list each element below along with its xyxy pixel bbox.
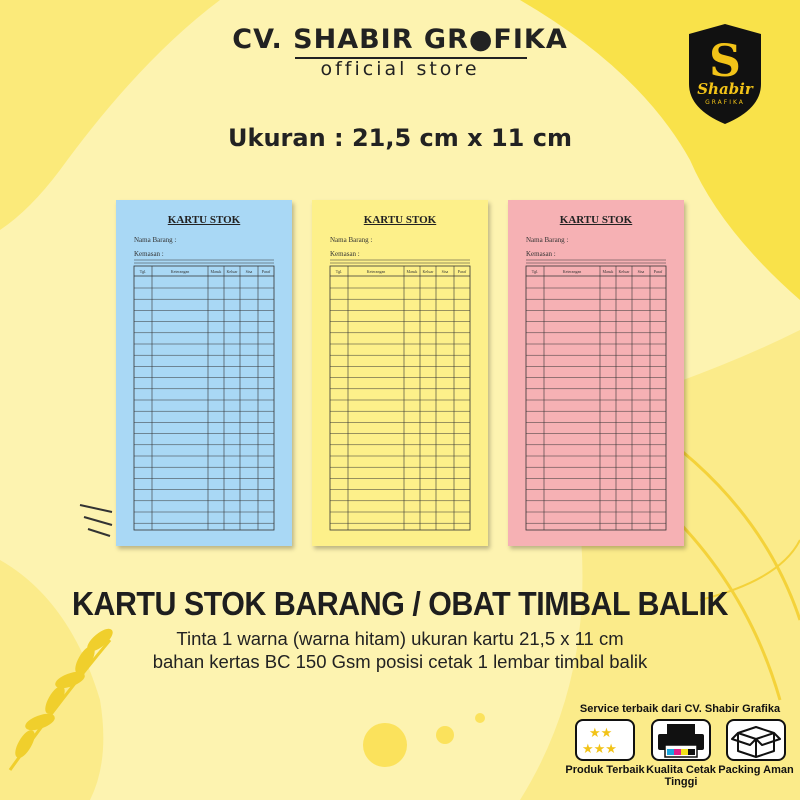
column-header: Tgl.: [335, 269, 343, 274]
column-header: Tgl.: [139, 269, 147, 274]
column-header: Keterangan: [366, 269, 386, 274]
brand-subtitle: official store: [320, 58, 480, 80]
printer-icon: [651, 719, 711, 761]
card-table: [508, 200, 684, 546]
column-header: Keterangan: [170, 269, 190, 274]
card-size-text: Ukuran : 21,5 cm x 11 cm: [228, 124, 572, 152]
product-headline: KARTU STOK BARANG / OBAT TIMBAL BALIK: [72, 585, 728, 622]
column-header: Keterangan: [562, 269, 582, 274]
column-header: Keluar: [226, 269, 238, 274]
brand-name: CV. SHABIR GR●FIKA: [232, 24, 568, 55]
badge-label-product: Produk Terbaik: [565, 764, 645, 776]
svg-text:★★★: ★★★: [582, 742, 617, 757]
column-header: Tgl.: [531, 269, 539, 274]
shabir-logo: [685, 24, 765, 124]
logo-letter: S: [709, 36, 741, 87]
logo-text: Shabir: [697, 80, 753, 98]
description-line-2: bahan kertas BC 150 Gsm posisi cetak 1 lembar timbal balik: [152, 651, 648, 672]
card-title: KARTU STOK: [363, 214, 437, 226]
card-title: KARTU STOK: [559, 214, 633, 226]
badge-label-packing: Packing Aman: [718, 764, 794, 776]
stars-icon: [575, 719, 635, 761]
column-header: Sisa: [637, 269, 645, 274]
logo-subtext: GRAFIKA: [705, 99, 745, 106]
stock-card-yellow: [312, 200, 488, 546]
card-field-item-name: Nama Barang :: [526, 236, 569, 244]
card-table: [312, 200, 488, 546]
card-title: KARTU STOK: [167, 214, 241, 226]
badge-label-print: Kualita Cetak Tinggi: [646, 764, 716, 788]
column-header: Sisa: [245, 269, 253, 274]
column-header: Masuk: [406, 269, 418, 274]
service-title: Service terbaik dari CV. Shabir Grafika: [579, 703, 781, 715]
column-header: Sisa: [441, 269, 449, 274]
card-field-package: Kemasan :: [526, 250, 556, 258]
stock-card-pink: [508, 200, 684, 546]
card-field-package: Kemasan :: [330, 250, 360, 258]
card-table: [116, 200, 292, 546]
column-header: Paraf: [457, 269, 467, 274]
column-header: Paraf: [653, 269, 663, 274]
column-header: Paraf: [261, 269, 271, 274]
svg-text:★★: ★★: [589, 726, 613, 741]
card-field-item-name: Nama Barang :: [330, 236, 373, 244]
column-header: Masuk: [602, 269, 614, 274]
column-header: Keluar: [618, 269, 630, 274]
stock-card-blue: [116, 200, 292, 546]
description-line-1: Tinta 1 warna (warna hitam) ukuran kartu 21,5 x 11 cm: [176, 628, 624, 649]
card-field-package: Kemasan :: [134, 250, 164, 258]
column-header: Keluar: [422, 269, 434, 274]
box-icon: [726, 719, 786, 761]
column-header: Masuk: [210, 269, 222, 274]
card-field-item-name: Nama Barang :: [134, 236, 177, 244]
